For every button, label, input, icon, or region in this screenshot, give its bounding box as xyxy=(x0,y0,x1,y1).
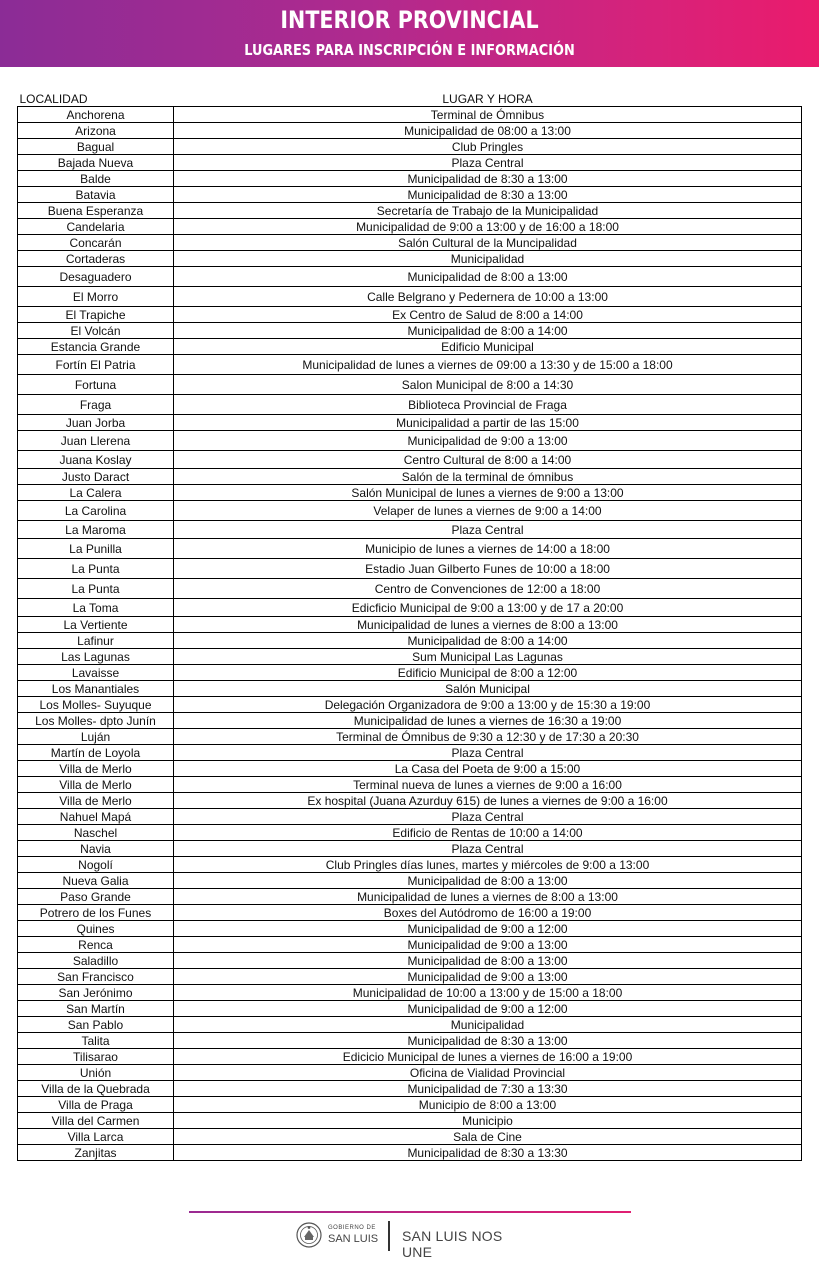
cell-lugar-y-hora: Municipalidad de 8:00 a 13:00 xyxy=(174,953,802,969)
table-header-row xyxy=(18,92,802,107)
cell-lugar-y-hora: Municipalidad de lunes a viernes de 8:00 a 13:00 xyxy=(174,889,802,905)
cell-localidad: Lafinur xyxy=(18,633,174,649)
page-subtitle: LUGARES PARA INSCRIPCIÓN E INFORMACIÓN xyxy=(244,41,575,59)
cell-lugar-y-hora: Municipalidad de 8:00 a 13:00 xyxy=(174,267,802,287)
table-row xyxy=(18,123,802,139)
table-row xyxy=(18,937,802,953)
table-row xyxy=(18,649,802,665)
cell-localidad: Villa de Praga xyxy=(18,1097,174,1113)
cell-localidad: Fraga xyxy=(18,395,174,415)
table-row xyxy=(18,323,802,339)
cell-lugar-y-hora: Municipalidad de 9:00 a 12:00 xyxy=(174,1001,802,1017)
table-row xyxy=(18,539,802,559)
cell-lugar-y-hora: Municipalidad de 9:00 a 13:00 xyxy=(174,937,802,953)
table-row xyxy=(18,395,802,415)
cell-localidad: Bajada Nueva xyxy=(18,155,174,171)
table-row xyxy=(18,139,802,155)
locations-table xyxy=(17,92,802,1161)
cell-localidad: Desaguadero xyxy=(18,267,174,287)
table-row xyxy=(18,969,802,985)
cell-lugar-y-hora: Salón Cultural de la Muncipalidad xyxy=(174,235,802,251)
table-row xyxy=(18,431,802,451)
cell-lugar-y-hora: Terminal de Ómnibus xyxy=(174,107,802,123)
cell-localidad: Zanjitas xyxy=(18,1145,174,1161)
cell-localidad: Villa del Carmen xyxy=(18,1113,174,1129)
cell-localidad: Naschel xyxy=(18,825,174,841)
cell-lugar-y-hora: Biblioteca Provincial de Fraga xyxy=(174,395,802,415)
cell-lugar-y-hora: Municipalidad de 8:00 a 14:00 xyxy=(174,323,802,339)
cell-localidad: Nogolí xyxy=(18,857,174,873)
cell-localidad: Tilisarao xyxy=(18,1049,174,1065)
cell-lugar-y-hora: Plaza Central xyxy=(174,745,802,761)
cell-localidad: Unión xyxy=(18,1065,174,1081)
cell-lugar-y-hora: Delegación Organizadora de 9:00 a 13:00 y de 15:30 a 19:00 xyxy=(174,697,802,713)
table-row xyxy=(18,1097,802,1113)
cell-localidad: Fortuna xyxy=(18,375,174,395)
cell-lugar-y-hora: Plaza Central xyxy=(174,841,802,857)
table-row xyxy=(18,1049,802,1065)
cell-localidad: Balde xyxy=(18,171,174,187)
table-row xyxy=(18,235,802,251)
cell-localidad: La Toma xyxy=(18,599,174,617)
cell-lugar-y-hora: Municipalidad de lunes a viernes de 8:00 a 13:00 xyxy=(174,617,802,633)
cell-lugar-y-hora: Municipalidad de 9:00 a 13:00 xyxy=(174,431,802,451)
cell-localidad: Los Manantiales xyxy=(18,681,174,697)
cell-lugar-y-hora: Plaza Central xyxy=(174,155,802,171)
table-row xyxy=(18,251,802,267)
table-row xyxy=(18,287,802,307)
cell-lugar-y-hora: Velaper de lunes a viernes de 9:00 a 14:00 xyxy=(174,501,802,521)
cell-lugar-y-hora: Ex hospital (Juana Azurduy 615) de lunes a viernes de 9:00 a 16:00 xyxy=(174,793,802,809)
cell-localidad: La Carolina xyxy=(18,501,174,521)
cell-localidad: Arizona xyxy=(18,123,174,139)
provincial-seal-icon xyxy=(296,1222,322,1248)
cell-lugar-y-hora: La Casa del Poeta de 9:00 a 15:00 xyxy=(174,761,802,777)
cell-lugar-y-hora: Municipalidad de 9:00 a 13:00 y de 16:00 a 18:00 xyxy=(174,219,802,235)
cell-lugar-y-hora: Municipio xyxy=(174,1113,802,1129)
cell-localidad: La Calera xyxy=(18,485,174,501)
cell-lugar-y-hora: Terminal nueva de lunes a viernes de 9:00 a 16:00 xyxy=(174,777,802,793)
cell-lugar-y-hora: Club Pringles xyxy=(174,139,802,155)
government-label-big: SAN LUIS xyxy=(328,1233,379,1245)
cell-lugar-y-hora: Estadio Juan Gilberto Funes de 10:00 a 18:00 xyxy=(174,559,802,579)
table-row xyxy=(18,873,802,889)
table-row xyxy=(18,1001,802,1017)
cell-lugar-y-hora: Salón Municipal xyxy=(174,681,802,697)
cell-lugar-y-hora: Calle Belgrano y Pedernera de 10:00 a 13:00 xyxy=(174,287,802,307)
cell-lugar-y-hora: Municipalidad a partir de las 15:00 xyxy=(174,415,802,431)
table-body xyxy=(18,107,802,1161)
table-row xyxy=(18,729,802,745)
cell-localidad: La Vertiente xyxy=(18,617,174,633)
cell-localidad: Juana Koslay xyxy=(18,451,174,469)
cell-localidad: La Punta xyxy=(18,559,174,579)
cell-localidad: Justo Daract xyxy=(18,469,174,485)
cell-localidad: Nahuel Mapá xyxy=(18,809,174,825)
table-row xyxy=(18,889,802,905)
cell-lugar-y-hora: Municipalidad de 08:00 a 13:00 xyxy=(174,123,802,139)
cell-localidad: La Punilla xyxy=(18,539,174,559)
cell-lugar-y-hora: Municipio de 8:00 a 13:00 xyxy=(174,1097,802,1113)
cell-localidad: Los Molles- Suyuque xyxy=(18,697,174,713)
cell-localidad: Navia xyxy=(18,841,174,857)
table-row xyxy=(18,697,802,713)
table-row xyxy=(18,777,802,793)
government-label-small: GOBIERNO DE xyxy=(328,1225,376,1231)
cell-localidad: Lavaisse xyxy=(18,665,174,681)
table-row xyxy=(18,1113,802,1129)
cell-localidad: San Pablo xyxy=(18,1017,174,1033)
cell-localidad: La Punta xyxy=(18,579,174,599)
cell-lugar-y-hora: Sala de Cine xyxy=(174,1129,802,1145)
cell-lugar-y-hora: Edificio de Rentas de 10:00 a 14:00 xyxy=(174,825,802,841)
cell-localidad: Concarán xyxy=(18,235,174,251)
table-row xyxy=(18,171,802,187)
cell-lugar-y-hora: Municipalidad de 8:30 a 13:00 xyxy=(174,1033,802,1049)
table-row xyxy=(18,617,802,633)
cell-lugar-y-hora: Municipalidad de 8:00 a 13:00 xyxy=(174,873,802,889)
cell-localidad: Bagual xyxy=(18,139,174,155)
table-row xyxy=(18,415,802,431)
cell-lugar-y-hora: Municipio de lunes a viernes de 14:00 a 18:00 xyxy=(174,539,802,559)
cell-localidad: Saladillo xyxy=(18,953,174,969)
table-row xyxy=(18,599,802,617)
cell-lugar-y-hora: Terminal de Ómnibus de 9:30 a 12:30 y de 17:30 a 20:30 xyxy=(174,729,802,745)
table-row xyxy=(18,825,802,841)
cell-localidad: Villa Larca xyxy=(18,1129,174,1145)
cell-localidad: El Trapiche xyxy=(18,307,174,323)
table-row xyxy=(18,485,802,501)
table-row xyxy=(18,841,802,857)
cell-lugar-y-hora: Municipalidad de 8:30 a 13:30 xyxy=(174,1145,802,1161)
cell-lugar-y-hora: Centro de Convenciones de 12:00 a 18:00 xyxy=(174,579,802,599)
table-row xyxy=(18,1017,802,1033)
table-row xyxy=(18,307,802,323)
cell-localidad: Paso Grande xyxy=(18,889,174,905)
table-row xyxy=(18,633,802,649)
cell-localidad: Batavia xyxy=(18,187,174,203)
table-row xyxy=(18,985,802,1001)
cell-localidad: Talita xyxy=(18,1033,174,1049)
cell-localidad: Los Molles- dpto Junín xyxy=(18,713,174,729)
cell-localidad: Villa de Merlo xyxy=(18,793,174,809)
table-row xyxy=(18,451,802,469)
header-banner xyxy=(0,0,819,67)
table-row xyxy=(18,187,802,203)
table-row xyxy=(18,155,802,171)
cell-lugar-y-hora: Oficina de Vialidad Provincial xyxy=(174,1065,802,1081)
table-row xyxy=(18,579,802,599)
table-row xyxy=(18,501,802,521)
cell-localidad: La Maroma xyxy=(18,521,174,539)
cell-lugar-y-hora: Edicicio Municipal de lunes a viernes de 16:00 a 19:00 xyxy=(174,1049,802,1065)
column-header-lugar-y-hora: LUGAR Y HORA xyxy=(174,92,802,107)
cell-lugar-y-hora: Plaza Central xyxy=(174,809,802,825)
cell-lugar-y-hora: Edificio Municipal de 8:00 a 12:00 xyxy=(174,665,802,681)
table-row xyxy=(18,713,802,729)
table-row xyxy=(18,681,802,697)
cell-lugar-y-hora: Boxes del Autódromo de 16:00 a 19:00 xyxy=(174,905,802,921)
cell-localidad: Las Lagunas xyxy=(18,649,174,665)
table-row xyxy=(18,559,802,579)
footer xyxy=(296,1221,536,1260)
column-header-localidad: LOCALIDAD xyxy=(18,92,174,107)
table-row xyxy=(18,1081,802,1097)
cell-lugar-y-hora: Sum Municipal Las Lagunas xyxy=(174,649,802,665)
table-row xyxy=(18,339,802,355)
cell-lugar-y-hora: Municipalidad de 8:30 a 13:00 xyxy=(174,171,802,187)
cell-localidad: El Volcán xyxy=(18,323,174,339)
cell-lugar-y-hora: Salón Municipal de lunes a viernes de 9:00 a 13:00 xyxy=(174,485,802,501)
cell-lugar-y-hora: Municipalidad de 7:30 a 13:30 xyxy=(174,1081,802,1097)
cell-lugar-y-hora: Municipalidad de lunes a viernes de 09:00 a 13:30 y de 15:00 a 18:00 xyxy=(174,355,802,375)
cell-lugar-y-hora: Ex Centro de Salud de 8:00 a 14:00 xyxy=(174,307,802,323)
table-row xyxy=(18,953,802,969)
cell-localidad: Buena Esperanza xyxy=(18,203,174,219)
cell-lugar-y-hora: Plaza Central xyxy=(174,521,802,539)
table-row xyxy=(18,1033,802,1049)
cell-localidad: Villa de Merlo xyxy=(18,777,174,793)
cell-localidad: Luján xyxy=(18,729,174,745)
table-row xyxy=(18,375,802,395)
cell-localidad: Anchorena xyxy=(18,107,174,123)
cell-localidad: Fortín El Patria xyxy=(18,355,174,375)
cell-lugar-y-hora: Salón de la terminal de ómnibus xyxy=(174,469,802,485)
cell-localidad: Villa de la Quebrada xyxy=(18,1081,174,1097)
cell-localidad: Villa de Merlo xyxy=(18,761,174,777)
cell-localidad: Juan Jorba xyxy=(18,415,174,431)
table-row xyxy=(18,761,802,777)
cell-localidad: Cortaderas xyxy=(18,251,174,267)
cell-lugar-y-hora: Municipalidad de 9:00 a 13:00 xyxy=(174,969,802,985)
table-row xyxy=(18,219,802,235)
table-row xyxy=(18,857,802,873)
table-row xyxy=(18,469,802,485)
cell-lugar-y-hora: Salon Municipal de 8:00 a 14:30 xyxy=(174,375,802,395)
cell-localidad: San Jerónimo xyxy=(18,985,174,1001)
table-row xyxy=(18,267,802,287)
cell-lugar-y-hora: Municipalidad de 8:30 a 13:00 xyxy=(174,187,802,203)
cell-localidad: San Francisco xyxy=(18,969,174,985)
cell-localidad: El Morro xyxy=(18,287,174,307)
table-row xyxy=(18,809,802,825)
cell-lugar-y-hora: Secretaría de Trabajo de la Municipalidad xyxy=(174,203,802,219)
footer-divider-line xyxy=(189,1211,631,1213)
table-row xyxy=(18,521,802,539)
cell-localidad: Juan Llerena xyxy=(18,431,174,451)
table-row xyxy=(18,1065,802,1081)
table-row xyxy=(18,665,802,681)
table-row xyxy=(18,203,802,219)
table-row xyxy=(18,905,802,921)
cell-localidad: San Martín xyxy=(18,1001,174,1017)
cell-lugar-y-hora: Edificio Municipal xyxy=(174,339,802,355)
cell-lugar-y-hora: Municipalidad de 8:00 a 14:00 xyxy=(174,633,802,649)
table-row xyxy=(18,107,802,123)
cell-lugar-y-hora: Edicficio Municipal de 9:00 a 13:00 y de 17 a 20:00 xyxy=(174,599,802,617)
cell-lugar-y-hora: Municipalidad de 9:00 a 12:00 xyxy=(174,921,802,937)
cell-lugar-y-hora: Municipalidad xyxy=(174,1017,802,1033)
cell-localidad: Estancia Grande xyxy=(18,339,174,355)
cell-localidad: Renca xyxy=(18,937,174,953)
cell-localidad: Candelaria xyxy=(18,219,174,235)
cell-lugar-y-hora: Club Pringles días lunes, martes y miércoles de 9:00 a 13:00 xyxy=(174,857,802,873)
cell-localidad: Potrero de los Funes xyxy=(18,905,174,921)
cell-localidad: Quines xyxy=(18,921,174,937)
table-row xyxy=(18,1129,802,1145)
slogan-text: SAN LUIS NOS UNE xyxy=(402,1228,503,1260)
footer-vertical-divider xyxy=(388,1221,390,1251)
cell-localidad: Martín de Loyola xyxy=(18,745,174,761)
cell-lugar-y-hora: Municipalidad xyxy=(174,251,802,267)
cell-lugar-y-hora: Centro Cultural de 8:00 a 14:00 xyxy=(174,451,802,469)
table-row xyxy=(18,793,802,809)
table-row xyxy=(18,1145,802,1161)
table-row xyxy=(18,745,802,761)
cell-lugar-y-hora: Municipalidad de lunes a viernes de 16:30 a 19:00 xyxy=(174,713,802,729)
cell-lugar-y-hora: Municipalidad de 10:00 a 13:00 y de 15:00 a 18:00 xyxy=(174,985,802,1001)
page-title: INTERIOR PROVINCIAL xyxy=(280,6,539,34)
table-row xyxy=(18,921,802,937)
cell-localidad: Nueva Galia xyxy=(18,873,174,889)
table-row xyxy=(18,355,802,375)
